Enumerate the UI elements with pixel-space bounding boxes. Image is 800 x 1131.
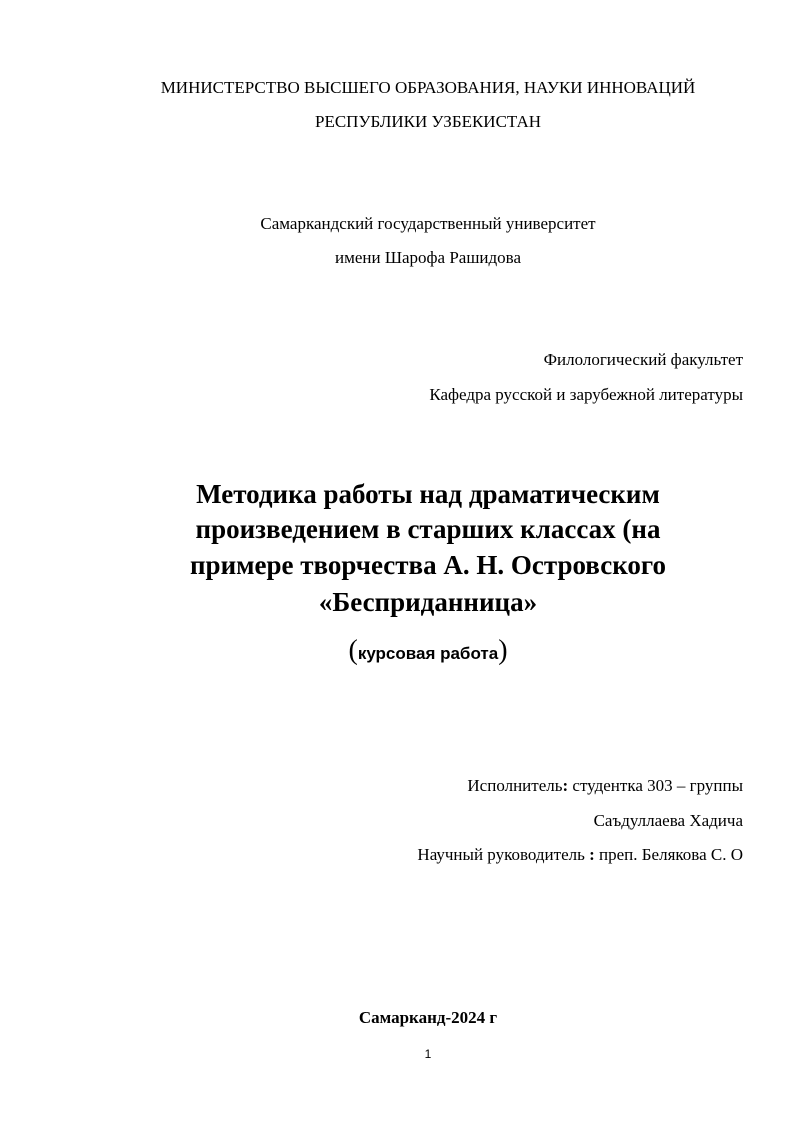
student-name: Саъдуллаева Хадича — [593, 811, 743, 830]
executor-label: Исполнитель — [467, 776, 563, 795]
chair-name: Кафедра русской и зарубежной литературы — [429, 385, 743, 404]
supervisor-colon: : — [589, 845, 595, 864]
title-line-4: «Бесприданница» — [318, 587, 538, 617]
supervisor-label: Научный руководитель — [417, 845, 590, 864]
title-line-1: Методика работы над драматическим — [196, 479, 660, 509]
open-paren: ( — [348, 635, 358, 666]
work-type: курсовая работа — [357, 644, 499, 663]
title-line-3: примере творчества А. Н. Островского — [190, 550, 666, 580]
page-number: 1 — [424, 1047, 432, 1061]
supervisor-value: преп. Белякова С. О — [594, 845, 743, 864]
work-type-subtitle — [0, 637, 800, 668]
executor-line — [467, 776, 743, 796]
executor-colon: : — [562, 776, 569, 795]
university-line-1: Самаркандский государственный университет — [260, 214, 596, 233]
title-line-2: произведением в старших классах (на — [195, 514, 661, 544]
faculty-name: Филологический факультет — [543, 350, 743, 369]
university-line-2: имени Шарофа Рашидова — [334, 248, 522, 267]
ministry-line-1: МИНИСТЕРСТВО ВЫСШЕГО ОБРАЗОВАНИЯ, НАУКИ ИННОВАЦИЙ — [160, 78, 696, 97]
city-year: Самарканд-2024 г — [358, 1008, 498, 1027]
close-paren: ) — [498, 635, 508, 666]
executor-value: студентка 303 – группы — [568, 776, 743, 795]
ministry-line-2: РЕСПУБЛИКИ УЗБЕКИСТАН — [314, 112, 542, 131]
supervisor-line — [417, 845, 743, 865]
